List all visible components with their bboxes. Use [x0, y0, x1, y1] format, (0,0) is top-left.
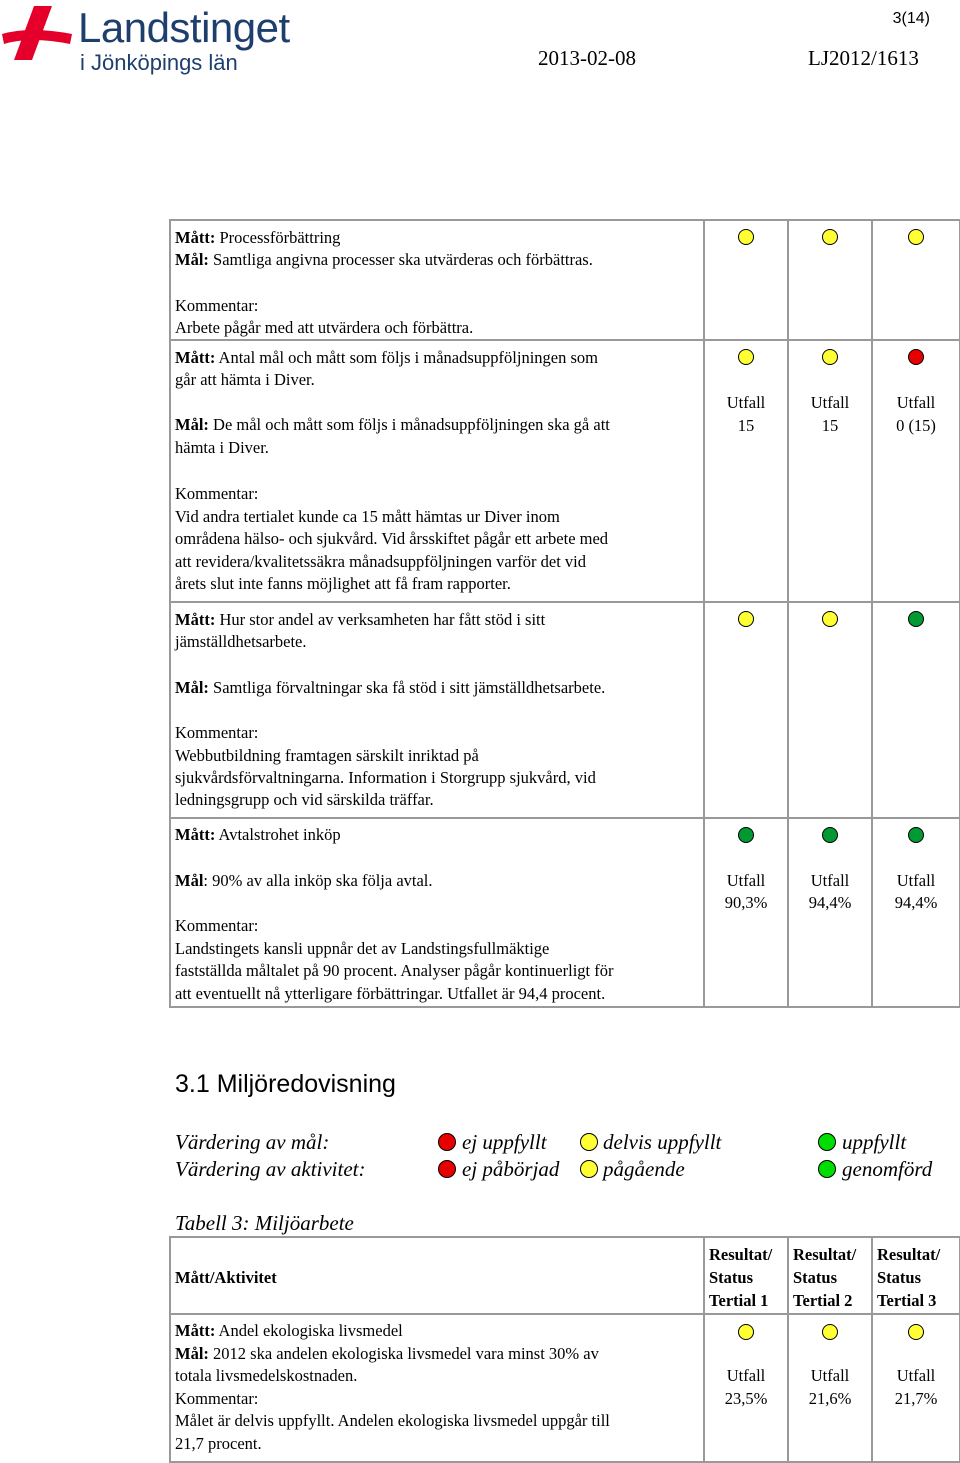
table-caption: Tabell 3: Miljöarbete — [175, 1211, 354, 1235]
utfall-value: 23,5% — [724, 1389, 768, 1408]
measure-cell: Mått: Processförbättring Mål: Samtliga angivna processer ska utvärderas och förbättras. Kommentar: Arbete pågår med att utvärdera och förbättra. — [170, 220, 704, 340]
yellow-status-dot-icon — [738, 349, 754, 365]
status-tertial-2 — [788, 602, 872, 818]
table-row — [170, 340, 960, 602]
utfall-label: Utfall — [726, 393, 766, 412]
red-status-dot-icon — [908, 349, 924, 365]
utfall-value: 21,7% — [894, 1389, 938, 1408]
table-row — [170, 818, 960, 1007]
logo-mark-icon — [0, 4, 78, 68]
table-row — [170, 602, 960, 818]
status-tertial-2 — [788, 818, 872, 1007]
utfall-value: 21,6% — [808, 1389, 852, 1408]
status-tertial-1 — [704, 340, 788, 602]
green-status-dot-icon — [908, 827, 924, 843]
legend-activity-green: genomförd — [842, 1157, 933, 1181]
legend-goal-yellow: delvis uppfyllt — [603, 1130, 722, 1154]
yellow-status-dot-icon — [822, 1324, 838, 1340]
yellow-status-dot-icon — [822, 349, 838, 365]
landstinget-logo — [0, 0, 320, 80]
environment-table — [169, 1236, 960, 1463]
yellow-status-dot-icon — [822, 229, 838, 245]
document-reference: LJ2012/1613 — [808, 46, 919, 70]
table-row — [170, 1314, 960, 1462]
status-tertial-1 — [704, 220, 788, 340]
red-circle-icon — [438, 1160, 456, 1178]
utfall-value: 0 (15) — [896, 416, 936, 435]
status-tertial-3 — [872, 1314, 960, 1462]
utfall-label: Utfall — [896, 871, 936, 890]
status-tertial-1 — [704, 1314, 788, 1462]
green-status-dot-icon — [738, 827, 754, 843]
status-tertial-3 — [872, 602, 960, 818]
status-tertial-1 — [704, 602, 788, 818]
header-tertial-2: Resultat/ Status Tertial 2 — [788, 1237, 872, 1314]
green-circle-icon — [818, 1160, 836, 1178]
section-title: 3.1 Miljöredovisning — [175, 1070, 396, 1098]
utfall-label: Utfall — [810, 1366, 850, 1385]
logo-text-main: Landstinget — [78, 4, 290, 51]
page-number: 3(14) — [892, 10, 930, 27]
logo-text-sub: i Jönköpings län — [80, 50, 238, 75]
utfall-label: Utfall — [810, 393, 850, 412]
utfall-value: 94,4% — [894, 893, 938, 912]
legend-activity-yellow: pågående — [603, 1157, 685, 1181]
measure-cell: Mått: Antal mål och mått som följs i månadsuppföljningen som går att hämta i Diver. Mål: De mål och mått som följs i månadsuppföljningen ska gå att hämta i Diver. Kommentar: Vid andra tertialet kunde ca 15 mått hämtas ur Diver inom områdena hälso- och sjukvård. Vid årsskiftet pågår ett arbete med att revidera/kvalitetssäkra månadsuppföljningen varför det vid årets slut inte fanns möjlighet att få fram rapporter. — [170, 340, 704, 602]
status-tertial-2 — [788, 220, 872, 340]
header-tertial-3: Resultat/ Status Tertial 3 — [872, 1237, 960, 1314]
yellow-status-dot-icon — [822, 611, 838, 627]
legend-goal-green: uppfyllt — [842, 1130, 907, 1154]
measure-cell: Mått: Avtalstrohet inköp Mål: 90% av alla inköp ska följa avtal. Kommentar: Landstingets kansli uppnår det av Landstingsfullmäktige fastställda måltalet på 90 procent. Analyser pågår kontinuerligt för att eventuellt nå ytterligare förbättringar. Utfallet är 94,4 procent. — [170, 818, 704, 1007]
status-tertial-2 — [788, 1314, 872, 1462]
results-table-1 — [169, 219, 960, 1008]
status-tertial-3 — [872, 220, 960, 340]
status-tertial-3 — [872, 818, 960, 1007]
yellow-circle-icon — [580, 1160, 598, 1178]
legend-goal-red: ej uppfyllt — [462, 1130, 547, 1154]
table-header-row — [170, 1237, 960, 1314]
yellow-status-dot-icon — [738, 1324, 754, 1340]
utfall-label: Utfall — [896, 1366, 936, 1385]
utfall-label: Utfall — [810, 871, 850, 890]
utfall-label: Utfall — [726, 1366, 766, 1385]
yellow-status-dot-icon — [908, 229, 924, 245]
legend-goal-label: Värdering av mål: — [175, 1130, 330, 1154]
yellow-status-dot-icon — [738, 611, 754, 627]
green-circle-icon — [818, 1133, 836, 1151]
utfall-label: Utfall — [896, 393, 936, 412]
green-status-dot-icon — [822, 827, 838, 843]
utfall-value: 94,4% — [808, 893, 852, 912]
yellow-circle-icon — [580, 1133, 598, 1151]
utfall-label: Utfall — [726, 871, 766, 890]
measure-cell: Mått: Andel ekologiska livsmedel Mål: 2012 ska andelen ekologiska livsmedel vara minst 30% av totala livsmedelskostnaden. Kommentar: Målet är delvis uppfyllt. Andelen ekologiska livsmedel uppgår till 21,7 procent. — [170, 1314, 704, 1462]
status-tertial-2 — [788, 340, 872, 602]
measure-cell: Mått: Hur stor andel av verksamheten har fått stöd i sitt jämställdhetsarbete. Mål: Samtliga förvaltningar ska få stöd i sitt jämställdhetsarbete. Kommentar: Webbutbildning framtagen särskilt inriktad på sjukvårdsförvaltningarna. Information i Storgrupp sjukvård, vid ledningsgrupp och vid särskilda träffar. — [170, 602, 704, 818]
utfall-value: 15 — [821, 416, 839, 435]
red-circle-icon — [438, 1133, 456, 1151]
yellow-status-dot-icon — [908, 1324, 924, 1340]
legend-activity-label: Värdering av aktivitet: — [175, 1157, 366, 1181]
utfall-value: 90,3% — [724, 893, 768, 912]
yellow-status-dot-icon — [738, 229, 754, 245]
legend-activity-red: ej påbörjad — [462, 1157, 560, 1181]
status-tertial-3 — [872, 340, 960, 602]
table-row — [170, 220, 960, 340]
header-measure: Mått/Aktivitet — [170, 1237, 704, 1314]
utfall-value: 15 — [737, 416, 755, 435]
green-status-dot-icon — [908, 611, 924, 627]
status-tertial-1 — [704, 818, 788, 1007]
header-tertial-1: Resultat/ Status Tertial 1 — [704, 1237, 788, 1314]
document-date: 2013-02-08 — [538, 46, 636, 70]
